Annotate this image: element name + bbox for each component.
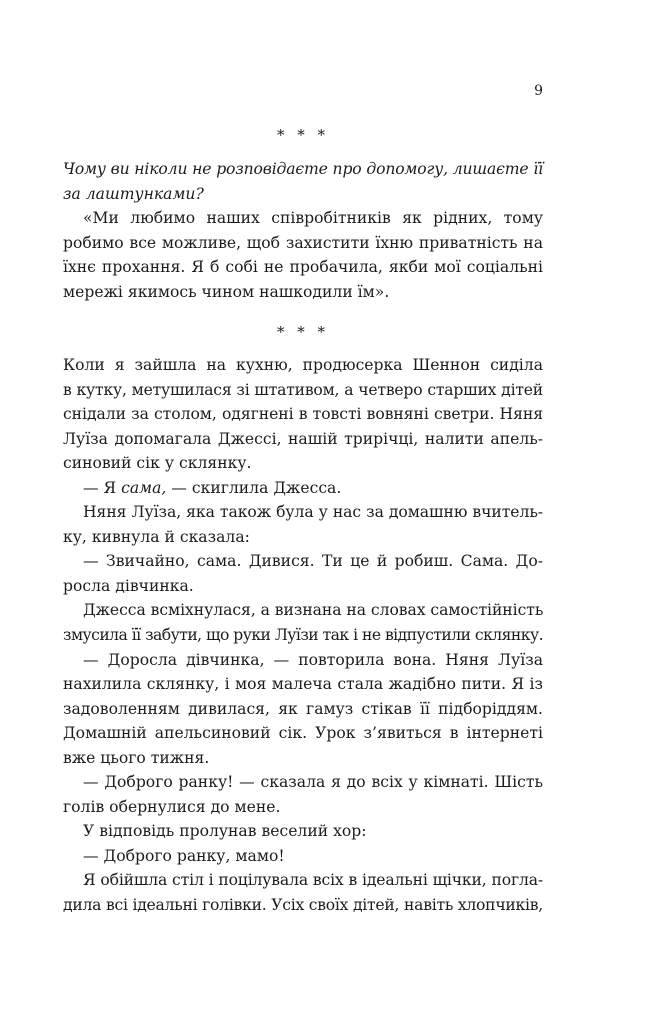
dialogue-text: — скиглила Джесса. bbox=[166, 478, 342, 497]
text-block-interview bbox=[63, 157, 543, 304]
answer-line: робимо все можливе, щоб захистити їхню приватність на bbox=[63, 233, 543, 252]
body-line: нахилила склянку, і моя малеча стала жадібно пити. Я із bbox=[63, 675, 543, 694]
dialogue-line: — Доросла дівчинка, — повторила вона. Няня Луїза bbox=[83, 650, 543, 669]
body-line: синовий сік у склянку. bbox=[63, 454, 252, 473]
answer-line: мережі якимось чином нашкодили їм». bbox=[63, 282, 390, 301]
body-line: задоволенням дивилася, як гамуз стікав її підборіддям. bbox=[63, 699, 543, 718]
dialogue-line: — Звичайно, сама. Дивися. Ти це й робиш. Сама. До- bbox=[83, 552, 543, 571]
emphasis-text: сама, bbox=[121, 478, 167, 497]
dialogue-text: — Я bbox=[83, 478, 122, 497]
dialogue-line bbox=[63, 476, 543, 501]
body-line: снідали за столом, одягнені в товсті вовняні светри. Няня bbox=[63, 405, 543, 424]
body-line: Джесса всміхнулася, а визнана на словах самостійність bbox=[83, 601, 544, 620]
body-line: Коли я зайшла на кухню, продюсерка Шеннон сиділа bbox=[63, 356, 543, 374]
answer-line: їхнє прохання. Я б собі не пробачила, якби мої соціальні bbox=[63, 258, 543, 277]
body-line: ку, кивнула й сказала: bbox=[63, 527, 250, 546]
page-number: 9 bbox=[534, 83, 543, 99]
body-line: Я обійшла стіл і поцілувала всіх в ідеальні щічки, погла- bbox=[83, 871, 543, 890]
dialogue-line: — Доброго ранку, мамо! bbox=[83, 846, 285, 865]
body-line: голів обернулися до мене. bbox=[63, 797, 281, 816]
text-block-narrative bbox=[63, 353, 543, 918]
book-page bbox=[63, 0, 543, 1024]
section-separator: * * * bbox=[276, 323, 330, 341]
question-line: за лаштунками? bbox=[63, 184, 204, 203]
answer-line: «Ми любимо наших співробітників як рідних, тому bbox=[83, 209, 543, 228]
question-line: Чому ви ніколи не розповідаєте про допомогу, лишаєте її bbox=[63, 160, 543, 178]
section-separator: * * * bbox=[276, 126, 330, 144]
body-line: в кутку, метушилася зі штативом, а четверо старших дітей bbox=[63, 380, 543, 399]
body-line: Домашній апельсиновий сік. Урок з’явиться в інтернеті bbox=[63, 724, 543, 743]
body-line: У відповідь пролунав веселий хор: bbox=[83, 822, 367, 841]
body-line: Луїза допомагала Джессі, нашій трирічці, налити апель- bbox=[63, 429, 543, 448]
body-line: Няня Луїза, яка також була у нас за домашню вчитель- bbox=[83, 503, 543, 522]
dialogue-line: росла дівчинка. bbox=[63, 576, 194, 595]
dialogue-line: — Доброго ранку! — сказала я до всіх у кімнаті. Шість bbox=[83, 773, 543, 792]
body-line: дила всі ідеальні голівки. Усіх своїх дітей, навіть хлопчиків, bbox=[63, 896, 543, 915]
body-line: змусила її забути, що руки Луїзи так і не відпустили склянку. bbox=[63, 626, 543, 645]
body-line: вже цього тижня. bbox=[63, 748, 210, 767]
